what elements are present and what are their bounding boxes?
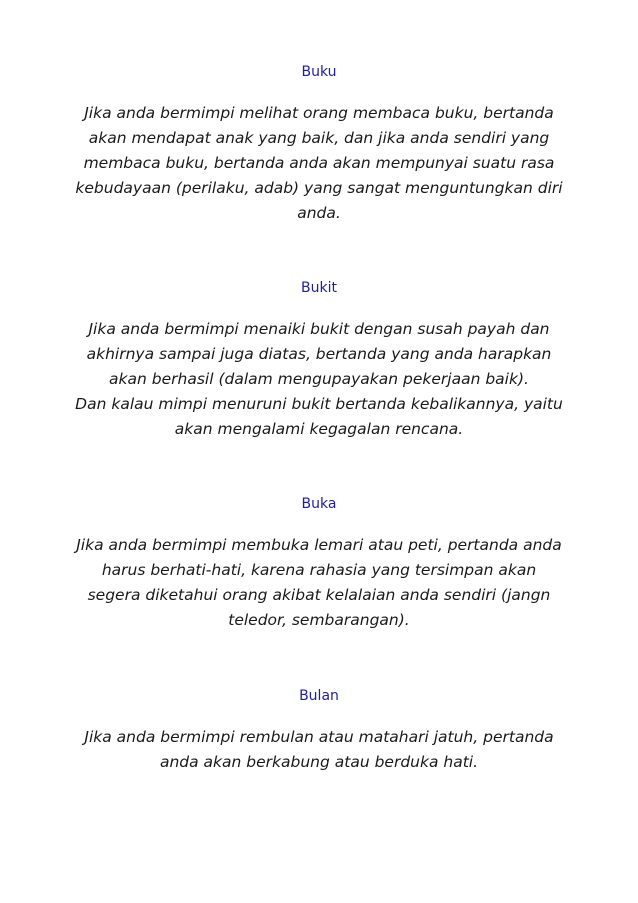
body-line: membaca buku, bertanda anda akan mempunyai suatu rasa bbox=[83, 154, 555, 172]
body-line: anda akan berkabung atau berduka hati. bbox=[159, 753, 479, 771]
entry-title: Buku bbox=[301, 64, 337, 80]
body-line: Jika anda bermimpi menaiki bukit dengan susah payah dan bbox=[88, 320, 550, 338]
body-line: akan mendapat anak yang baik, dan jika anda sendiri yang bbox=[88, 129, 550, 147]
body-line: Jika anda bermimpi melihat orang membaca buku, bertanda bbox=[84, 104, 554, 122]
body-line: segera diketahui orang akibat kelalaian anda sendiri (jangn bbox=[87, 586, 551, 604]
body-line: harus berhati-hati, karena rahasia yang tersimpan akan bbox=[101, 561, 537, 579]
body-line: Jika anda bermimpi rembulan atau matahari jatuh, pertanda bbox=[84, 728, 554, 746]
body-line: anda. bbox=[297, 204, 341, 222]
body-line: teledor, sembarangan). bbox=[228, 611, 410, 629]
dream-entry-bulan bbox=[58, 686, 580, 775]
body-line: akan berhasil (dalam mengupayakan pekerjaan baik). bbox=[109, 370, 529, 388]
body-line: kebudayaan (perilaku, adab) yang sangat menguntungkan diri bbox=[75, 179, 563, 197]
body-line: akhirnya sampai juga diatas, bertanda yang anda harapkan bbox=[86, 345, 552, 363]
body-line: akan mengalami kegagalan rencana. bbox=[174, 420, 464, 438]
dream-entry-bukit bbox=[58, 278, 580, 442]
body-line: Dan kalau mimpi menuruni bukit bertanda kebalikannya, yaitu bbox=[75, 395, 563, 413]
dream-entry-buku bbox=[58, 62, 580, 226]
body-line: Jika anda bermimpi membuka lemari atau peti, pertanda anda bbox=[76, 536, 562, 554]
entry-body bbox=[58, 533, 580, 633]
entry-title: Bukit bbox=[301, 280, 337, 296]
entry-title: Buka bbox=[301, 496, 337, 512]
dream-entry-buka bbox=[58, 494, 580, 633]
entry-body bbox=[58, 101, 580, 226]
entry-body bbox=[58, 725, 580, 775]
entry-body bbox=[58, 317, 580, 442]
entry-title: Bulan bbox=[299, 688, 339, 704]
